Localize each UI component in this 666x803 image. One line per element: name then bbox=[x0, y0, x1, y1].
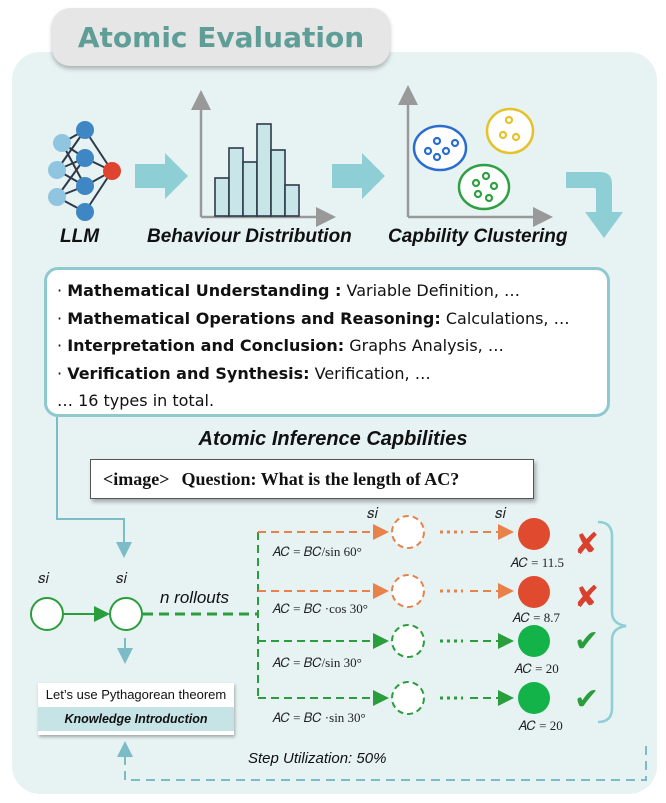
capability-item: · Interpretation and Conclusion: Graphs Analysis, … bbox=[57, 336, 504, 355]
branch-result: 𝐴𝐶 = 11.5 bbox=[510, 555, 564, 570]
pipeline-arrow-down bbox=[566, 172, 623, 238]
pipeline-arrow-1 bbox=[135, 153, 188, 199]
knowledge-text: Let’s use Pythagorean theorem bbox=[45, 687, 227, 702]
cluster-chart bbox=[408, 90, 548, 217]
state-node-2 bbox=[110, 598, 142, 630]
branch-equation: 𝐴𝐶 = 𝐵𝐶 ·sin 30° bbox=[272, 710, 366, 725]
image-tag: <image> bbox=[103, 468, 170, 489]
branch-result: 𝐴𝐶 = 20 bbox=[514, 661, 559, 676]
capabilities-box bbox=[44, 267, 610, 417]
capability-total: … 16 types in total. bbox=[57, 391, 215, 410]
check-mark-icon: ✔ bbox=[574, 624, 600, 659]
branch-equation: 𝐴𝐶 = 𝐵𝐶/sin 30° bbox=[272, 655, 362, 670]
clustering-label: Capbility Clustering bbox=[388, 226, 568, 247]
capabilities-heading: Atomic Inference Capbilities bbox=[198, 428, 468, 450]
pipeline-arrow-2 bbox=[332, 153, 385, 199]
wrong-mark-icon: ✘ bbox=[574, 580, 600, 615]
llm-network-icon bbox=[48, 121, 121, 221]
capability-item: · Verification and Synthesis: Verification, … bbox=[57, 363, 431, 383]
step-utilization: Step Utilization: 50% bbox=[248, 750, 387, 767]
wrong-mark-icon: ✘ bbox=[574, 527, 600, 562]
behaviour-label: Behaviour Distribution bbox=[147, 226, 352, 247]
state-symbol: 𝑠𝑖 bbox=[116, 571, 128, 587]
knowledge-label: Knowledge Introduction bbox=[38, 707, 234, 731]
capability-item: · Mathematical Understanding : Variable Definition, … bbox=[57, 281, 521, 300]
knowledge-box bbox=[38, 683, 234, 735]
question-text: Question: What is the length of AC? bbox=[181, 468, 460, 489]
llm-label: LLM bbox=[60, 226, 100, 247]
page-title: Atomic Evaluation bbox=[77, 20, 365, 54]
state-symbol: 𝑠𝑖 bbox=[367, 506, 379, 522]
histogram-chart bbox=[201, 95, 331, 217]
rollouts-label: n rollouts bbox=[160, 588, 229, 607]
state-symbol: 𝑠𝑖 bbox=[495, 506, 507, 522]
check-mark-icon: ✔ bbox=[574, 682, 600, 717]
branch-result: 𝐴𝐶 = 8.7 bbox=[512, 610, 560, 625]
branch-3 bbox=[258, 625, 550, 657]
branch-equation: 𝐴𝐶 = 𝐵𝐶/sin 60° bbox=[272, 544, 362, 559]
state-node-1 bbox=[31, 598, 63, 630]
capability-item: · Mathematical Operations and Reasoning: Calculations, … bbox=[57, 308, 570, 328]
branch-equation: 𝐴𝐶 = 𝐵𝐶 ·cos 30° bbox=[272, 601, 368, 616]
question-box bbox=[90, 459, 534, 499]
branch-result: 𝐴𝐶 = 20 bbox=[518, 718, 563, 733]
state-symbol: 𝑠𝑖 bbox=[38, 571, 50, 587]
right-brace bbox=[598, 522, 626, 722]
